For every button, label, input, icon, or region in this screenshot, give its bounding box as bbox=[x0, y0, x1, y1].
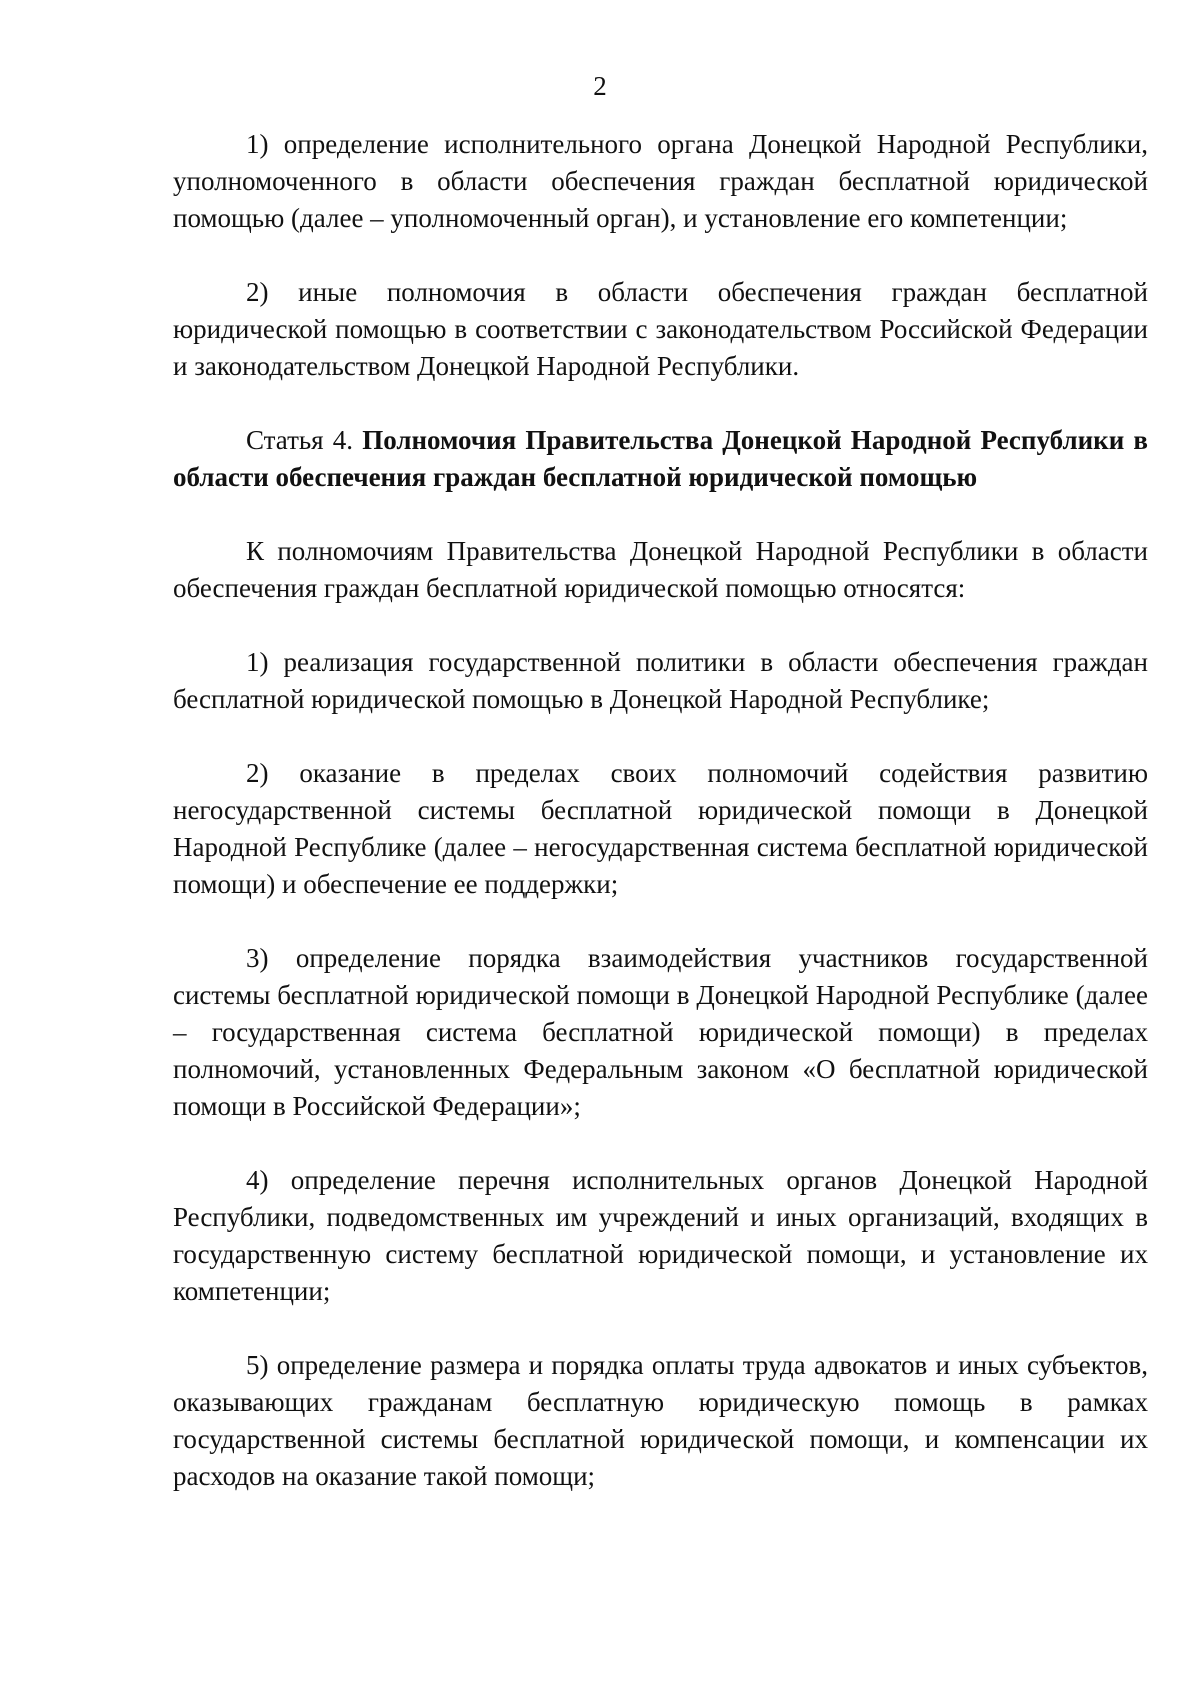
paragraph-text: 2) иные полномочия в области обеспечения граждан бесплатной юридической помощью в соответствии с законодательством Российской Федерации и законодательством Донецкой Народной Республики. bbox=[173, 277, 1148, 381]
list-item-3 bbox=[173, 940, 1148, 1125]
list-item-5 bbox=[173, 1347, 1148, 1495]
list-item-2 bbox=[173, 755, 1148, 903]
article-4-heading bbox=[173, 422, 1148, 496]
paragraph-text: 5) определение размера и порядка оплаты труда адвокатов и иных субъектов, оказывающих гражданам бесплатную юридическую помощь в рамках государственной системы бесплатной юридической помощи, и компенсации их расходов на оказание такой помощи; bbox=[173, 1350, 1148, 1491]
paragraph-text: 4) определение перечня исполнительных органов Донецкой Народной Республики, подведомственных им учреждений и иных организаций, входящих в государственную систему бесплатной юридической помощи, и установление их компетенции; bbox=[173, 1165, 1148, 1306]
paragraph-text: 1) определение исполнительного органа Донецкой Народной Республики, уполномоченного в области обеспечения граждан бесплатной юридической помощью (далее – уполномоченный орган), и установление его компетенции; bbox=[173, 129, 1148, 233]
list-item-4 bbox=[173, 1162, 1148, 1310]
paragraph-text: К полномочиям Правительства Донецкой Народной Республики в области обеспечения граждан бесплатной юридической помощью относятся: bbox=[173, 536, 1148, 603]
paragraph-item-1 bbox=[173, 126, 1148, 237]
article-title: Полномочия Правительства Донецкой Народной Республики в области обеспечения граждан бесплатной юридической помощью bbox=[173, 425, 1149, 492]
paragraph-text: 2) оказание в пределах своих полномочий содействия развитию негосударственной системы бесплатной юридической помощи в Донецкой Народной Республике (далее – негосударственная система бесплатной юридической помощи) и обеспечение ее поддержки; bbox=[173, 758, 1148, 899]
paragraph-text: 1) реализация государственной политики в области обеспечения граждан бесплатной юридической помощью в Донецкой Народной Республике; bbox=[173, 647, 1148, 714]
article-label: Статья 4. bbox=[246, 425, 354, 455]
paragraph-item-2 bbox=[173, 274, 1148, 385]
paragraph-text: 3) определение порядка взаимодействия участников государственной системы бесплатной юридической помощи в Донецкой Народной Республике (далее – государственная система бесплатной юридической помощи) в пределах полномочий, установленных Федеральным законом «О бесплатной юридической помощи в Российской Федерации»; bbox=[173, 943, 1148, 1121]
document-body bbox=[173, 126, 1148, 1532]
article-4-intro bbox=[173, 533, 1148, 607]
page-number: 2 bbox=[593, 71, 607, 101]
list-item-1 bbox=[173, 644, 1148, 718]
